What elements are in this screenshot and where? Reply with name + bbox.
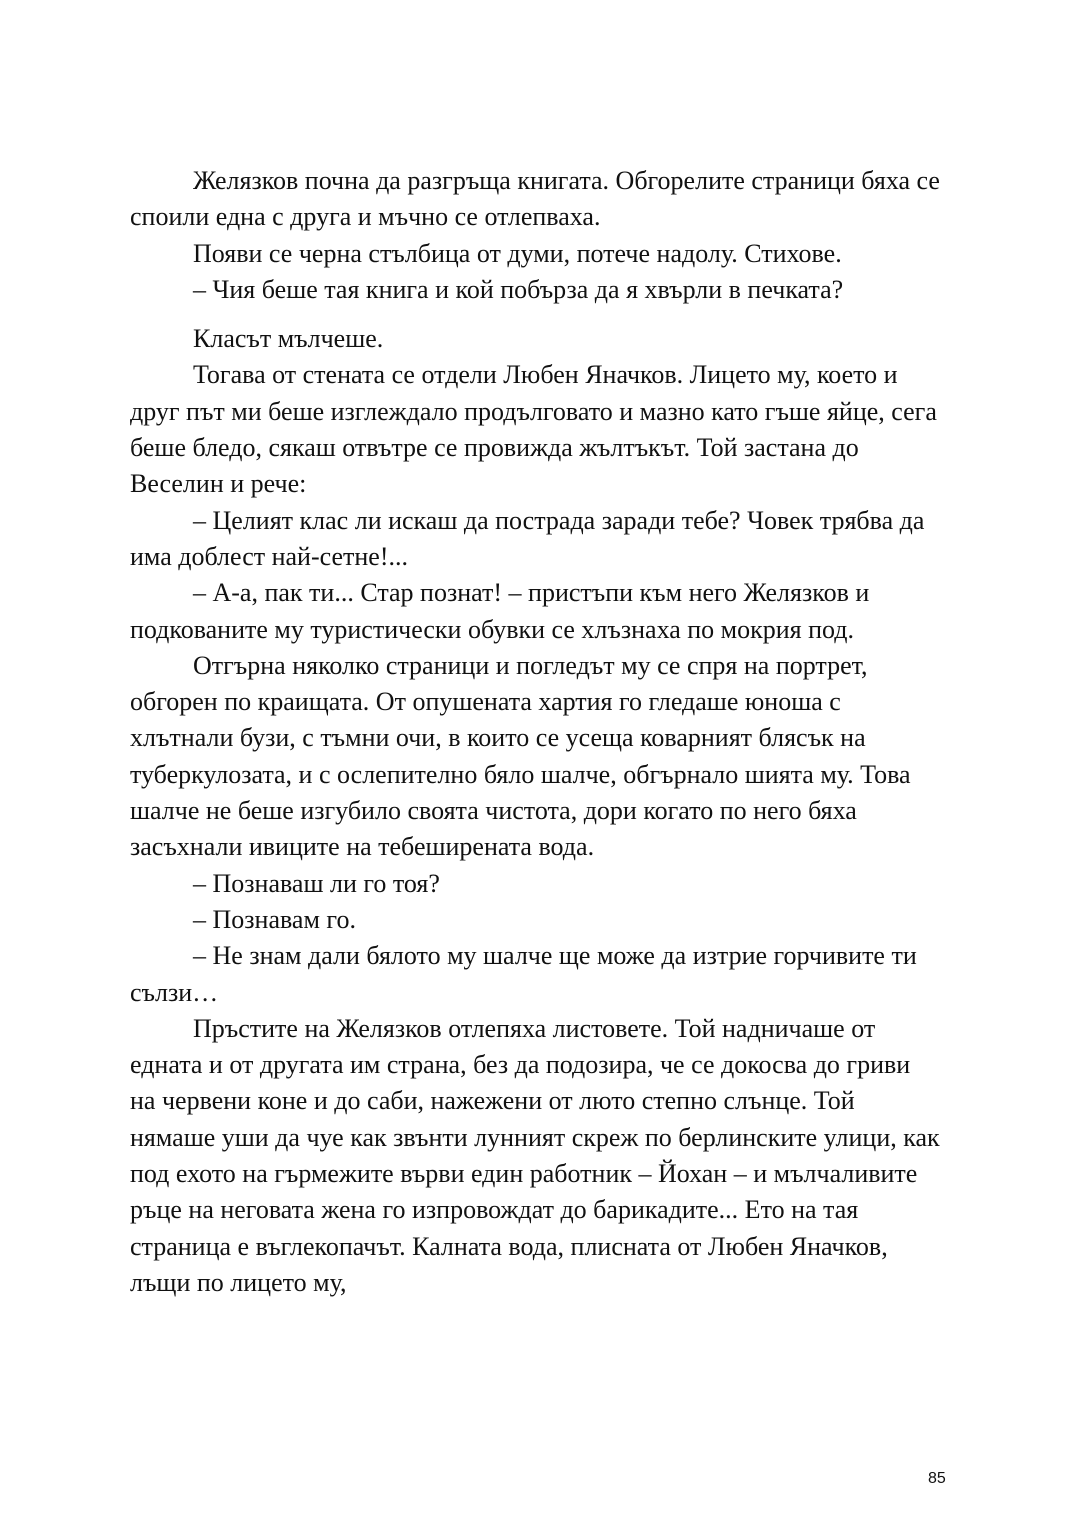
paragraph: – А-а, пак ти... Стар познат! – пристъпи към него Желязков и подкованите му туристически обувки се хлъзнаха по мокрия под.: [130, 578, 870, 644]
paragraph: Желязков почна да разгръща книгата. Обгорелите страници бяха се споили една с друга и мъчно се отлепваха.: [130, 166, 940, 232]
paragraph: – Чия беше тая книга и кой побърза да я хвърли в печката?: [193, 274, 844, 304]
paragraph: Класът мълчеше.: [193, 324, 384, 354]
page-body: [130, 163, 940, 1301]
paragraph: Пръстите на Желязков отлепяха листовете. Той надничаше от едната и от другата им страна, без да подозира, че се докосва до гриви на червени коне и до саби, нажежени от люто степно слънце. Той нямаше уши да чуе как звънти лунният скреж по берлинските улици, как под ехото на гърмежите върви един работник – Йохан – и мълчаливите ръце на неговата жена го изпровождат до барикадите... Ето на тая страница е въглекопачът. Калната вода, плисната от Любен Яначков, лъщи по лицето му,: [130, 1013, 940, 1297]
paragraph: Появи се черна стълбица от думи, потече надолу. Стихове.: [193, 238, 842, 268]
page-number: 85: [928, 1470, 946, 1487]
paragraph: – Познаваш ли го тоя?: [193, 868, 440, 898]
paragraph: – Целият клас ли искаш да пострада заради тебе? Човек трябва да има доблест най-сетне!...: [130, 505, 925, 571]
paragraph: Тогава от стената се отдели Любен Яначков. Лицето му, което и друг път ми беше изглеждало продълговато и мазно като гъше яйце, сега беше бледо, сякаш отвътре се провижда жълтъкът. Той застана до Веселин и рече:: [130, 360, 937, 499]
paragraph: Отгърна няколко страници и погледът му се спря на портрет, обгорен по краищата. От опушената хартия го гледаше юноша с хлътнали бузи, с тъмни очи, в които се усеща коварният блясък на туберкулозата, и с ослепително бяло шалче, обгърнало шията му. Това шалче не беше изгубило своята чистота, дори когато по него бяха засъхнали ивиците на тебеширената вода.: [130, 650, 911, 862]
paragraph: – Не знам дали бялото му шалче ще може да изтрие горчивите ти сълзи…: [130, 941, 917, 1007]
paragraph: – Познавам го.: [193, 904, 356, 934]
